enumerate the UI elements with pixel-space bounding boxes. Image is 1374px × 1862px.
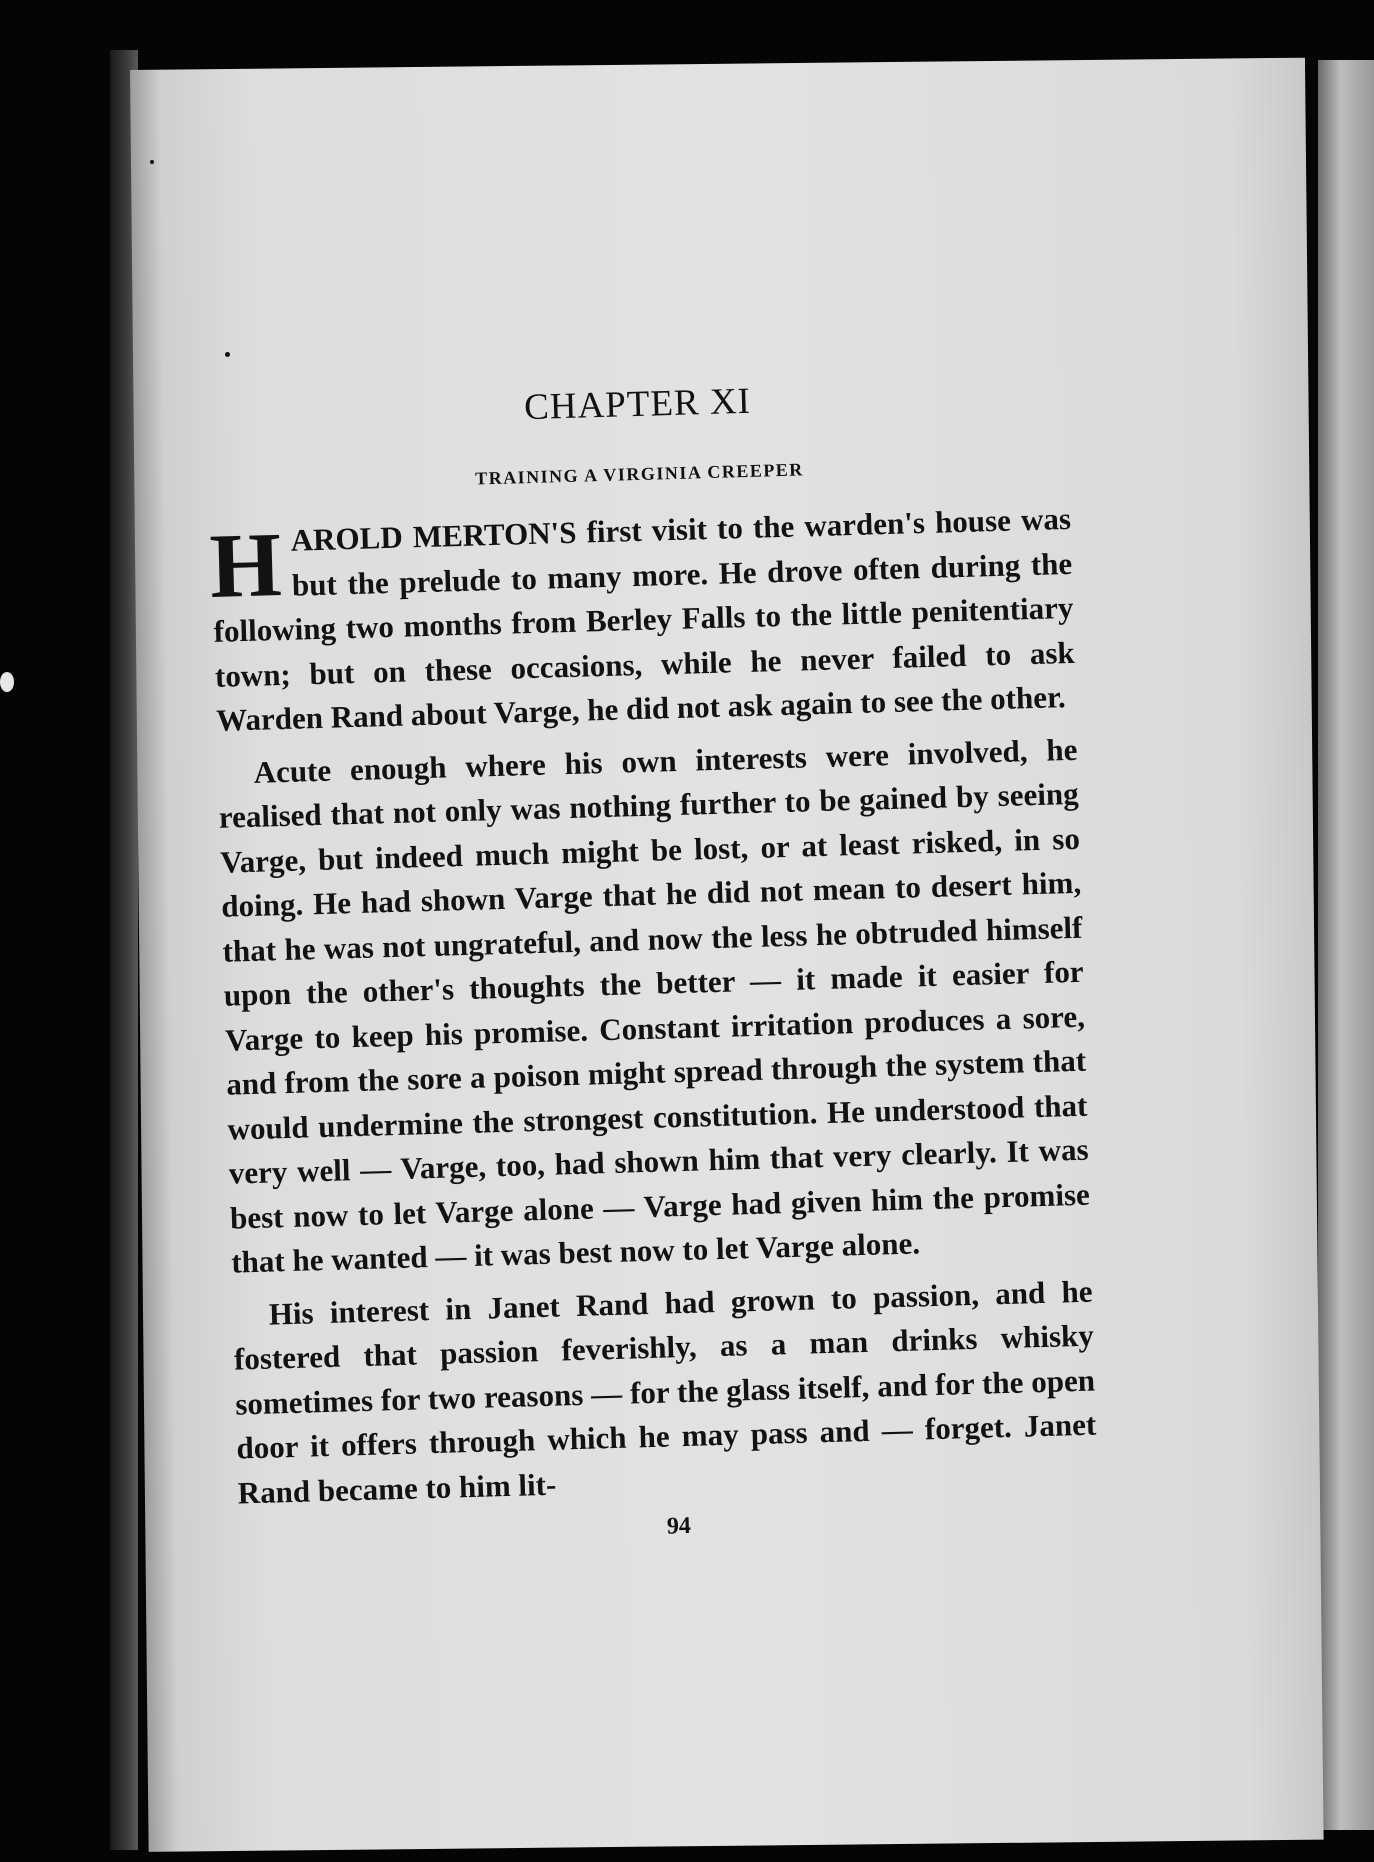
page-number: 94 xyxy=(666,1512,692,1540)
chapter-title: CHAPTER XI xyxy=(523,380,752,429)
page-text-block xyxy=(205,296,1099,1553)
paragraph-1 xyxy=(208,497,1077,743)
chapter-subtitle: TRAINING A VIRGINIA CREEPER xyxy=(474,459,805,489)
paragraph-1-text: AROLD MERTON'S first visit to the warden's house was but the prelude to many more. He drove often during the following two months from Berley Falls to the little penitentiary town; but on these occasions, while he never failed to ask Warden Rand about Varge, he did not ask again to see the other. xyxy=(213,500,1076,738)
paragraph-3: His interest in Janet Rand had grown to passion, and he fostered that passion feverishly, as a man drinks whisky sometimes for two reasons — for the glass itself, and for the open door it offers through which he may pass and — forget. Janet Rand became to him lit- xyxy=(233,1273,1097,1511)
drop-cap: H xyxy=(208,512,283,617)
facing-page-edge xyxy=(1318,60,1374,1830)
scan-speck xyxy=(0,672,14,692)
paragraph-2: Acute enough where his own interests were involved, he realised that not only was nothing further to be gained by seeing Varge, but indeed much might be lost, or at least risked, in so doing. He had shown Varge that he did not mean to desert him, that he was not ungrateful, and now the less he obtruded himself upon the other's thoughts the better — it made it easier for Varge to keep his promise. Constant irritation produces a sore, and from the sore a poison might spread through the system that would undermine the strongest constitution. He understood that very well — Varge, too, had shown him that very clearly. It was best now to let Varge alone — Varge had given him the promise that he wanted — it was best now to let Varge alone. xyxy=(218,731,1091,1280)
scan-speck xyxy=(150,160,154,164)
